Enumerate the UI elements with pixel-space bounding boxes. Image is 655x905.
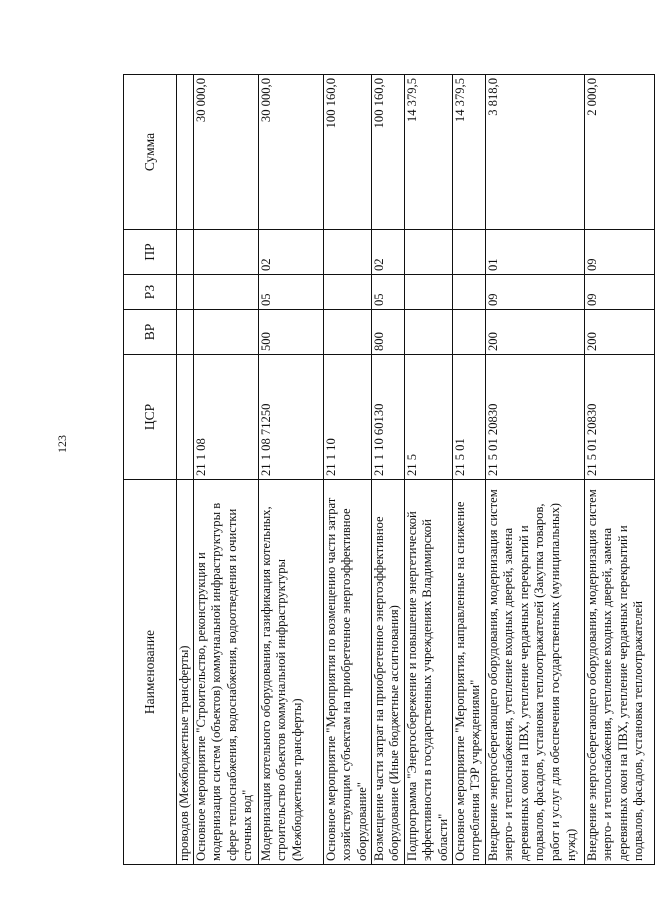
cell-csr: 21 5 01 bbox=[452, 355, 485, 480]
cell-vr bbox=[452, 310, 485, 355]
header-sum: Сумма bbox=[124, 75, 177, 230]
cell-name: Внедрение энергосберегающего оборудования, модернизация систем энерго- и теплоснабжения, утепление входных дверей, замена деревянных окон на ПВХ, утепление чердачных перекрытий и подвалов, фасадов, установка теплоотражателей (Закупка товаров, работ и услуг для обеспечения государственных (муниципальных) нужд) bbox=[485, 480, 584, 865]
cell-sum: 2 000,0 bbox=[584, 75, 654, 230]
page-number: 123 bbox=[55, 435, 69, 453]
cell-name: Основное мероприятие "Строительство, реконструкция и модернизация систем (объектов) коммунальной инфраструктуры в сфере теплоснабжения, водоснабжения, водоотведения и очистки сточных вод" bbox=[193, 480, 258, 865]
cell-pr: 02 bbox=[258, 230, 323, 275]
cell-csr: 21 5 01 20830 bbox=[485, 355, 584, 480]
cell-pr bbox=[452, 230, 485, 275]
cell-vr bbox=[177, 310, 194, 355]
cell-rz: 09 bbox=[584, 275, 654, 310]
cell-vr: 200 bbox=[485, 310, 584, 355]
header-rz: РЗ bbox=[124, 275, 177, 310]
cell-csr: 21 1 10 60130 bbox=[371, 355, 404, 480]
cell-name: проводов (Межбюджетные трансферты) bbox=[177, 480, 194, 865]
cell-vr bbox=[323, 310, 371, 355]
cell-rz bbox=[452, 275, 485, 310]
cell-rz bbox=[323, 275, 371, 310]
cell-csr bbox=[177, 355, 194, 480]
cell-name: Внедрение энергосберегающего оборудования, модернизация систем энерго- и теплоснабжения, утепление входных дверей, замена деревянных окон на ПВХ, утепление чердачных перекрытий и подвалов, фасадов, установка теплоотражателей bbox=[584, 480, 654, 865]
table-row bbox=[371, 75, 404, 865]
cell-vr: 200 bbox=[584, 310, 654, 355]
table-row bbox=[485, 75, 584, 865]
cell-csr: 21 5 01 20830 bbox=[584, 355, 654, 480]
cell-vr bbox=[193, 310, 258, 355]
budget-table bbox=[123, 74, 655, 865]
cell-vr: 500 bbox=[258, 310, 323, 355]
cell-name: Основное мероприятие "Мероприятия, направленные на снижение потребления ТЭР учреждениями" bbox=[452, 480, 485, 865]
header-name: Наименование bbox=[124, 480, 177, 865]
table-row bbox=[177, 75, 194, 865]
cell-rz bbox=[404, 275, 452, 310]
cell-name: Подпрограмма "Энергосбережение и повышение энергетической эффективности в государственных учреждениях Владимирской области" bbox=[404, 480, 452, 865]
header-vr: ВР bbox=[124, 310, 177, 355]
cell-pr: 09 bbox=[584, 230, 654, 275]
cell-pr bbox=[323, 230, 371, 275]
cell-vr: 800 bbox=[371, 310, 404, 355]
cell-sum: 30 000,0 bbox=[258, 75, 323, 230]
cell-name: Основное мероприятие "Мероприятия по возмещению части затрат хозяйствующим субъектам на приобретенное энергоэффективное оборудование" bbox=[323, 480, 371, 865]
cell-pr: 02 bbox=[371, 230, 404, 275]
cell-rz bbox=[193, 275, 258, 310]
cell-pr bbox=[177, 230, 194, 275]
cell-sum: 100 160,0 bbox=[323, 75, 371, 230]
cell-pr: 01 bbox=[485, 230, 584, 275]
table-row bbox=[584, 75, 654, 865]
cell-name: Модернизация котельного оборудования, газификация котельных, строительство объектов коммунальной инфраструктуры (Межбюджетные трансферты) bbox=[258, 480, 323, 865]
table-row bbox=[193, 75, 258, 865]
cell-rz bbox=[177, 275, 194, 310]
cell-rz: 05 bbox=[371, 275, 404, 310]
header-csr: ЦСР bbox=[124, 355, 177, 480]
cell-vr bbox=[404, 310, 452, 355]
header-pr: ПР bbox=[124, 230, 177, 275]
cell-csr: 21 1 08 71250 bbox=[258, 355, 323, 480]
cell-sum: 14 379,5 bbox=[404, 75, 452, 230]
cell-csr: 21 5 bbox=[404, 355, 452, 480]
cell-csr: 21 1 08 bbox=[193, 355, 258, 480]
cell-sum: 14 379,5 bbox=[452, 75, 485, 230]
cell-csr: 21 1 10 bbox=[323, 355, 371, 480]
cell-rz: 05 bbox=[258, 275, 323, 310]
table-header-row bbox=[124, 75, 177, 865]
cell-sum: 3 818,0 bbox=[485, 75, 584, 230]
cell-pr bbox=[193, 230, 258, 275]
cell-pr bbox=[404, 230, 452, 275]
table-row bbox=[452, 75, 485, 865]
table-row bbox=[404, 75, 452, 865]
cell-sum: 100 160,0 bbox=[371, 75, 404, 230]
cell-sum: 30 000,0 bbox=[193, 75, 258, 230]
cell-name: Возмещение части затрат на приобретенное энергоэффективное оборудование (Иные бюджетные ассигнования) bbox=[371, 480, 404, 865]
table-row bbox=[258, 75, 323, 865]
cell-rz: 09 bbox=[485, 275, 584, 310]
cell-sum bbox=[177, 75, 194, 230]
rotated-table-container bbox=[123, 75, 646, 865]
table-row bbox=[323, 75, 371, 865]
